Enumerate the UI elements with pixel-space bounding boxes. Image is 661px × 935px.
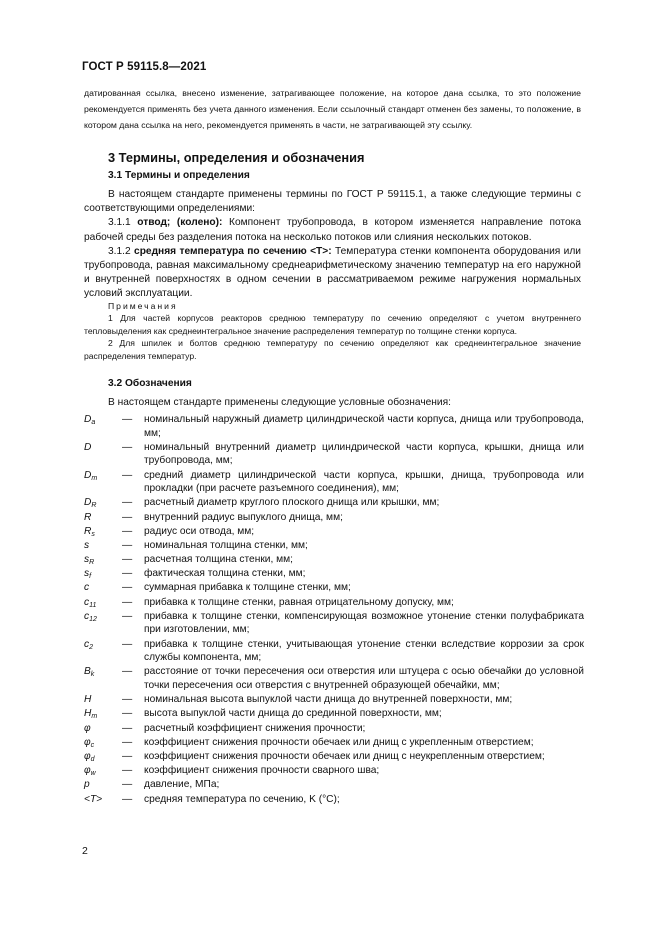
symbol bbox=[84, 511, 122, 525]
symbol-base: s bbox=[84, 554, 90, 566]
intro-text: датированная ссылка, внесено изменение, затрагивающее положение, на которое дана ссылка, то это положение рекомендуется применять без учета данного изменения. Если ссылочный стандарт отменен без замены, то положение, в котором дана ссылка на него, рекомендуется применять в части, не затрагивающей эту ссылку. bbox=[84, 88, 581, 130]
symbol-subscript: m bbox=[91, 713, 98, 721]
symbol bbox=[84, 750, 122, 764]
symbol-row bbox=[84, 581, 584, 595]
symbol-base: R bbox=[84, 525, 92, 537]
symbol bbox=[84, 793, 122, 807]
symbol-definition: расчетный диаметр круглого плоского днища или крышки, мм; bbox=[144, 497, 440, 509]
symbol-dash: — bbox=[122, 511, 133, 523]
symbol-dash: — bbox=[122, 765, 133, 777]
symbol-subscript: c bbox=[90, 741, 95, 749]
symbol bbox=[84, 525, 122, 539]
symbol-base: c bbox=[84, 610, 90, 622]
symbol-row bbox=[84, 596, 584, 610]
symbol-base: D bbox=[84, 497, 92, 509]
symbol bbox=[84, 638, 122, 652]
intro-paragraph bbox=[84, 85, 581, 133]
symbol-row bbox=[84, 778, 584, 792]
symbol-subscript: R bbox=[91, 502, 97, 510]
symbol-subscript: 2 bbox=[89, 643, 93, 651]
symbol-base: c bbox=[84, 582, 90, 594]
symbol-subscript: 11 bbox=[89, 601, 97, 609]
symbol-definition: средняя температура по сечению, K (°C); bbox=[144, 793, 340, 805]
symbol-definition: номинальная высота выпуклой части днища до внутренней поверхности, мм; bbox=[144, 694, 513, 706]
term-3-1-2 bbox=[84, 245, 581, 302]
symbol-dash: — bbox=[122, 441, 133, 453]
symbol-definition: расчетная толщина стенки, мм; bbox=[144, 554, 293, 566]
notes-block bbox=[84, 300, 581, 362]
symbol-definition: коэффициент снижения прочности сварного шва; bbox=[144, 765, 380, 777]
symbol-base: B bbox=[84, 666, 91, 678]
symbol bbox=[84, 764, 122, 778]
symbol-definition: прибавка к толщине стенки, компенсирующая возможное утонение стенки полуфабриката при изготовлении, мм; bbox=[144, 610, 584, 636]
symbol bbox=[84, 736, 122, 750]
symbols-list bbox=[84, 413, 584, 807]
symbol-row bbox=[84, 496, 584, 510]
symbol-dash: — bbox=[122, 525, 133, 537]
symbol-row bbox=[84, 525, 584, 539]
symbol-dash: — bbox=[122, 539, 133, 551]
symbol bbox=[84, 581, 122, 595]
symbol-base: p bbox=[84, 779, 90, 791]
symbol-subscript: w bbox=[90, 770, 96, 778]
term-3-1-1 bbox=[84, 216, 581, 244]
symbol-subscript: d bbox=[90, 755, 95, 763]
symbol-subscript: 12 bbox=[89, 615, 97, 623]
symbol-definition: высота выпуклой части днища до срединной поверхности, мм; bbox=[144, 708, 442, 720]
symbol-dash: — bbox=[122, 750, 133, 762]
symbol-definition: прибавка к толщине стенки, учитывающая утонение стенки вследствие коррозии за срок службы компонента, мм; bbox=[144, 638, 584, 664]
symbol bbox=[84, 567, 122, 581]
symbol bbox=[84, 665, 122, 679]
subsection-title-symbols: 3.2 Обозначения bbox=[108, 378, 192, 389]
symbol-dash: — bbox=[122, 708, 133, 720]
symbol bbox=[84, 413, 122, 427]
symbol-base: H bbox=[84, 708, 92, 720]
symbol-dash: — bbox=[122, 694, 133, 706]
symbol-dash: — bbox=[122, 779, 133, 791]
terms-body bbox=[84, 188, 581, 302]
note-1: 1 Для частей корпусов реакторов среднюю температуру по сечению определяют с учетом внутреннего тепловыделения как среднеинтегральное значение распределения температур по толщине стенки корпуса. bbox=[84, 313, 581, 336]
symbol-base: D bbox=[84, 441, 92, 453]
symbol bbox=[84, 553, 122, 567]
symbol-row bbox=[84, 610, 584, 637]
symbol-base: H bbox=[84, 694, 92, 706]
symbol-definition: расчетный коэффициент снижения прочности; bbox=[144, 722, 366, 734]
symbol-definition: суммарная прибавка к толщине стенки, мм; bbox=[144, 582, 351, 594]
symbol-subscript: R bbox=[89, 559, 95, 567]
symbol-base: s bbox=[84, 539, 90, 551]
symbol-row bbox=[84, 722, 584, 736]
symbol-subscript: s bbox=[91, 530, 95, 538]
symbol-dash: — bbox=[122, 497, 133, 509]
symbol-base: φ bbox=[84, 736, 91, 748]
symbol bbox=[84, 496, 122, 510]
symbol-base: c bbox=[84, 638, 90, 650]
symbol-row bbox=[84, 707, 584, 721]
symbol-definition: давление, МПа; bbox=[144, 779, 220, 791]
symbol-definition: номинальный наружный диаметр цилиндрической части корпуса, днища или трубопровода, мм; bbox=[144, 414, 584, 439]
symbols-intro-paragraph: В настоящем стандарте применены следующие условные обозначения: bbox=[108, 397, 451, 408]
symbol-base: D bbox=[84, 414, 92, 425]
symbol-definition: коэффициент снижения прочности обечаек или днищ с укрепленным отверстием; bbox=[144, 736, 534, 748]
symbol-definition: номинальный внутренний диаметр цилиндрической части корпуса, крышки, днища или трубопровода, мм; bbox=[144, 441, 584, 467]
symbol-dash: — bbox=[122, 736, 133, 748]
symbol-row bbox=[84, 665, 584, 692]
term-name: средняя температура по сечению <T>: bbox=[134, 245, 332, 257]
symbol-definition: прибавка к толщине стенки, равная отрицательному допуску, мм; bbox=[144, 596, 454, 608]
symbol-subscript: f bbox=[89, 573, 92, 581]
symbol-row bbox=[84, 793, 584, 807]
term-number: 3.1.2 bbox=[108, 245, 131, 257]
symbol-subscript: m bbox=[91, 474, 98, 482]
symbol bbox=[84, 539, 122, 553]
symbol-row bbox=[84, 413, 584, 440]
symbol-row bbox=[84, 441, 584, 468]
symbol-row bbox=[84, 750, 584, 764]
symbol-dash: — bbox=[122, 638, 133, 650]
symbol-dash: — bbox=[122, 554, 133, 566]
symbol bbox=[84, 596, 122, 610]
symbol-row bbox=[84, 469, 584, 496]
symbol-definition: фактическая толщина стенки, мм; bbox=[144, 568, 306, 580]
symbol bbox=[84, 707, 122, 721]
symbol-row bbox=[84, 638, 584, 665]
symbol-row bbox=[84, 693, 584, 707]
symbol-base: φ bbox=[84, 750, 91, 762]
symbol-definition: средний диаметр цилиндрической части корпуса, крышки, днища, трубопровода или прокладки (при расчете разъемного соединения), мм; bbox=[144, 469, 584, 495]
symbol-dash: — bbox=[122, 414, 133, 425]
symbol-row bbox=[84, 764, 584, 778]
term-number: 3.1.1 bbox=[108, 217, 131, 229]
symbol-definition: внутренний радиус выпуклого днища, мм; bbox=[144, 511, 343, 523]
symbol-base: R bbox=[84, 511, 92, 523]
symbol-base: s bbox=[84, 568, 90, 580]
symbol-base: c bbox=[84, 596, 90, 608]
symbol bbox=[84, 778, 122, 792]
symbol-dash: — bbox=[122, 596, 133, 608]
symbol bbox=[84, 469, 122, 483]
symbol-base: D bbox=[84, 469, 92, 481]
symbol-row bbox=[84, 553, 584, 567]
subsection-title-terms: 3.1 Термины и определения bbox=[108, 170, 250, 181]
symbol-base: <T> bbox=[84, 793, 103, 805]
symbol-definition: радиус оси отвода, мм; bbox=[144, 525, 255, 537]
symbol-dash: — bbox=[122, 666, 133, 678]
symbol-subscript: a bbox=[91, 419, 96, 426]
page-number: 2 bbox=[82, 845, 88, 857]
document-code: ГОСТ Р 59115.8—2021 bbox=[82, 61, 207, 73]
symbol-row bbox=[84, 511, 584, 525]
note-2: 2 Для шпилек и болтов среднюю температуру по сечению определяют как среднеинтегральное значение распределения температур. bbox=[84, 338, 581, 361]
symbol-row bbox=[84, 736, 584, 750]
symbol bbox=[84, 722, 122, 736]
symbol-row bbox=[84, 539, 584, 553]
symbol-base: φ bbox=[84, 765, 91, 777]
term-name: отвод; (колено): bbox=[137, 217, 223, 229]
symbol-definition: номинальная толщина стенки, мм; bbox=[144, 539, 308, 551]
section-title: 3 Термины, определения и обозначения bbox=[108, 150, 365, 165]
symbols-intro bbox=[84, 396, 581, 410]
term-definition: Компонент трубопровода, в котором изменяется направление потока рабочей среды без разделения потока на несколько потоков или слияния нескольких потоков. bbox=[84, 217, 581, 243]
symbol-subscript: k bbox=[90, 671, 95, 679]
symbol-base: φ bbox=[84, 722, 91, 734]
terms-intro-paragraph: В настоящем стандарте применены термины по ГОСТ Р 59115.1, а также следующие термины с соответствующими определениями: bbox=[84, 189, 581, 215]
symbol-dash: — bbox=[122, 568, 133, 580]
symbol bbox=[84, 610, 122, 624]
term-definition: Температура стенки компонента оборудования или трубопровода, равная максимальному среднеарифметическому значению температур на его наружной и внутренней поверхностях в одном сечении в рассматриваемом режиме нагружения нормальных условий эксплуатации. bbox=[84, 245, 581, 300]
symbol bbox=[84, 441, 122, 455]
notes-heading: Примечания bbox=[108, 301, 178, 311]
symbol-row bbox=[84, 567, 584, 581]
symbol-dash: — bbox=[122, 610, 133, 622]
symbol-dash: — bbox=[122, 582, 133, 594]
symbol-definition: коэффициент снижения прочности обечаек или днищ с неукрепленным отверстием; bbox=[144, 750, 545, 762]
symbol-dash: — bbox=[122, 722, 133, 734]
symbol-dash: — bbox=[122, 469, 133, 481]
symbol-definition: расстояние от точки пересечения оси отверстия или штуцера с осью обечайки до условной точки пересечения оси отверстия с внутренней образующей обечайки, мм; bbox=[144, 666, 584, 691]
symbol bbox=[84, 693, 122, 707]
symbol-dash: — bbox=[122, 793, 133, 805]
